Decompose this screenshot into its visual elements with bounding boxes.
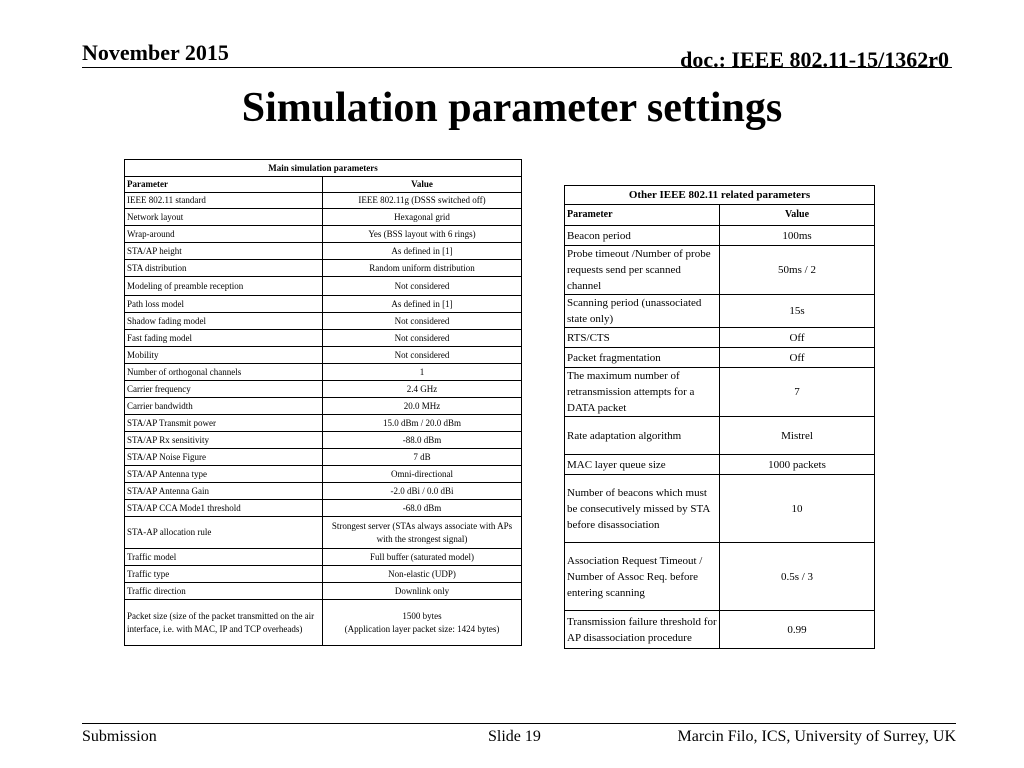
main-table-row [125, 449, 522, 466]
main-table-row [125, 381, 522, 398]
main-table-row [125, 432, 522, 449]
other-table-caption: Other IEEE 802.11 related parameters [565, 186, 875, 205]
other-table-parameter-cell: RTS/CTS [565, 328, 720, 348]
main-table-header-parameter: Parameter [125, 177, 323, 193]
main-table-parameter-cell: Packet size (size of the packet transmitted on the air interface, i.e. with MAC, IP and TCP overheads) [125, 600, 323, 646]
main-table-parameter-cell: Traffic direction [125, 583, 323, 600]
main-table-value-cell: IEEE 802.11g (DSSS switched off) [323, 193, 522, 209]
main-table-value-cell: -2.0 dBi / 0.0 dBi [323, 483, 522, 500]
other-table-header-value: Value [720, 205, 875, 226]
other-table-value-cell: Mistrel [720, 417, 875, 455]
main-table-row [125, 277, 522, 296]
main-table-row [125, 549, 522, 566]
other-table-value-cell: 0.5s / 3 [720, 543, 875, 611]
other-table-parameter-cell: Number of beacons which must be consecutively missed by STA before disassociation [565, 475, 720, 543]
main-table-header-row [125, 177, 522, 193]
main-table-parameter-cell: STA-AP allocation rule [125, 517, 323, 549]
other-table-parameter-cell: Association Request Timeout / Number of Assoc Req. before entering scanning [565, 543, 720, 611]
main-table-parameter-cell: Carrier bandwidth [125, 398, 323, 415]
main-table-parameter-cell: STA/AP Noise Figure [125, 449, 323, 466]
main-table-value-cell: 2.4 GHz [323, 381, 522, 398]
slide-title: Simulation parameter settings [241, 85, 783, 131]
other-table-row [565, 368, 875, 417]
main-table-value-cell: As defined in [1] [323, 296, 522, 313]
main-table-row [125, 364, 522, 381]
main-table-parameter-cell: STA/AP Antenna Gain [125, 483, 323, 500]
main-table-row [125, 313, 522, 330]
other-table-parameter-cell: Transmission failure threshold for AP disassociation procedure [565, 611, 720, 649]
other-table-header-row [565, 205, 875, 226]
other-table-row [565, 348, 875, 368]
main-table-parameter-cell: Modeling of preamble reception [125, 277, 323, 296]
other-table-parameter-cell: Probe timeout /Number of probe requests send per scanned channel [565, 246, 720, 295]
main-table-value-cell: Random uniform distribution [323, 260, 522, 277]
main-table-caption-row [125, 160, 522, 177]
other-table-parameter-cell: Packet fragmentation [565, 348, 720, 368]
main-table-row [125, 209, 522, 226]
main-table-row [125, 415, 522, 432]
main-table-value-cell: Hexagonal grid [323, 209, 522, 226]
other-table-parameter-cell: Rate adaptation algorithm [565, 417, 720, 455]
main-table-value-cell: -88.0 dBm [323, 432, 522, 449]
main-table-value-cell: As defined in [1] [323, 243, 522, 260]
main-table-value-cell: 7 dB [323, 449, 522, 466]
main-table-parameter-cell: Network layout [125, 209, 323, 226]
main-table-row [125, 193, 522, 209]
main-table-value-cell: Non-elastic (UDP) [323, 566, 522, 583]
main-table-row [125, 500, 522, 517]
other-table-value-cell: 7 [720, 368, 875, 417]
main-table-value-cell: 15.0 dBm / 20.0 dBm [323, 415, 522, 432]
other-table-parameter-cell: Scanning period (unassociated state only) [565, 295, 720, 328]
footer-divider [82, 723, 956, 724]
main-table-row [125, 466, 522, 483]
other-table-row [565, 295, 875, 328]
other-table-row [565, 455, 875, 475]
other-table-parameter-cell: The maximum number of retransmission attempts for a DATA packet [565, 368, 720, 417]
main-table-value-cell: 1 [323, 364, 522, 381]
main-table-value-cell: 1500 bytes (Application layer packet size: 1424 bytes) [323, 600, 522, 646]
main-table-parameter-cell: Traffic model [125, 549, 323, 566]
other-table-value-cell: 15s [720, 295, 875, 328]
other-table-header-parameter: Parameter [565, 205, 720, 226]
other-parameters-table [564, 185, 875, 649]
main-table-row [125, 296, 522, 313]
other-table-parameter-cell: MAC layer queue size [565, 455, 720, 475]
main-table-parameter-cell: STA/AP Rx sensitivity [125, 432, 323, 449]
footer-author: Marcin Filo, ICS, University of Surrey, UK [677, 728, 956, 745]
main-table-parameter-cell: Shadow fading model [125, 313, 323, 330]
other-table-value-cell: Off [720, 348, 875, 368]
main-table-row [125, 600, 522, 646]
other-table-caption-row [565, 186, 875, 205]
main-table-value-cell: 20.0 MHz [323, 398, 522, 415]
main-table-parameter-cell: Path loss model [125, 296, 323, 313]
main-table-parameter-cell: STA distribution [125, 260, 323, 277]
main-table-row [125, 260, 522, 277]
main-table-row [125, 226, 522, 243]
main-table-header-value: Value [323, 177, 522, 193]
main-table-parameter-cell: Mobility [125, 347, 323, 364]
main-table-value-cell: Not considered [323, 313, 522, 330]
main-table-parameter-cell: Carrier frequency [125, 381, 323, 398]
other-table-row [565, 246, 875, 295]
other-table-value-cell: 50ms / 2 [720, 246, 875, 295]
main-table-row [125, 330, 522, 347]
footer-slide-number: Slide 19 [488, 728, 541, 745]
main-parameters-table [124, 159, 522, 646]
main-table-parameter-cell: Number of orthogonal channels [125, 364, 323, 381]
main-table-parameter-cell: Traffic type [125, 566, 323, 583]
other-table-row [565, 417, 875, 455]
main-table-parameter-cell: STA/AP CCA Mode1 threshold [125, 500, 323, 517]
main-table-row [125, 566, 522, 583]
main-table-parameter-cell: STA/AP Antenna type [125, 466, 323, 483]
main-table-parameter-cell: STA/AP height [125, 243, 323, 260]
header-date: November 2015 [82, 40, 229, 65]
main-table-parameter-cell: Fast fading model [125, 330, 323, 347]
other-table-row [565, 226, 875, 246]
other-table-row [565, 611, 875, 649]
other-table-value-cell: 1000 packets [720, 455, 875, 475]
main-table-value-cell: Full buffer (saturated model) [323, 549, 522, 566]
other-table-value-cell: Off [720, 328, 875, 348]
main-table-row [125, 517, 522, 549]
main-table-row [125, 347, 522, 364]
header-doc-id: doc.: IEEE 802.11-15/1362r0 [680, 47, 949, 72]
main-table-value-cell: Not considered [323, 330, 522, 347]
main-table-caption: Main simulation parameters [125, 160, 522, 177]
main-table-value-cell: Downlink only [323, 583, 522, 600]
main-table-row [125, 583, 522, 600]
main-table-row [125, 243, 522, 260]
footer-submission: Submission [82, 728, 157, 745]
main-table-row [125, 483, 522, 500]
other-table-row [565, 475, 875, 543]
main-table-value-cell: -68.0 dBm [323, 500, 522, 517]
main-table-parameter-cell: Wrap-around [125, 226, 323, 243]
main-table-value-cell: Not considered [323, 277, 522, 296]
main-table-value-cell: Not considered [323, 347, 522, 364]
other-table-value-cell: 10 [720, 475, 875, 543]
header-divider [82, 67, 952, 68]
other-table-row [565, 543, 875, 611]
main-table-parameter-cell: IEEE 802.11 standard [125, 193, 323, 209]
other-table-row [565, 328, 875, 348]
main-table-value-cell: Yes (BSS layout with 6 rings) [323, 226, 522, 243]
other-table-parameter-cell: Beacon period [565, 226, 720, 246]
main-table-parameter-cell: STA/AP Transmit power [125, 415, 323, 432]
main-table-row [125, 398, 522, 415]
main-table-value-cell: Strongest server (STAs always associate with APs with the strongest signal) [323, 517, 522, 549]
main-table-value-cell: Omni-directional [323, 466, 522, 483]
other-table-value-cell: 100ms [720, 226, 875, 246]
other-table-value-cell: 0.99 [720, 611, 875, 649]
